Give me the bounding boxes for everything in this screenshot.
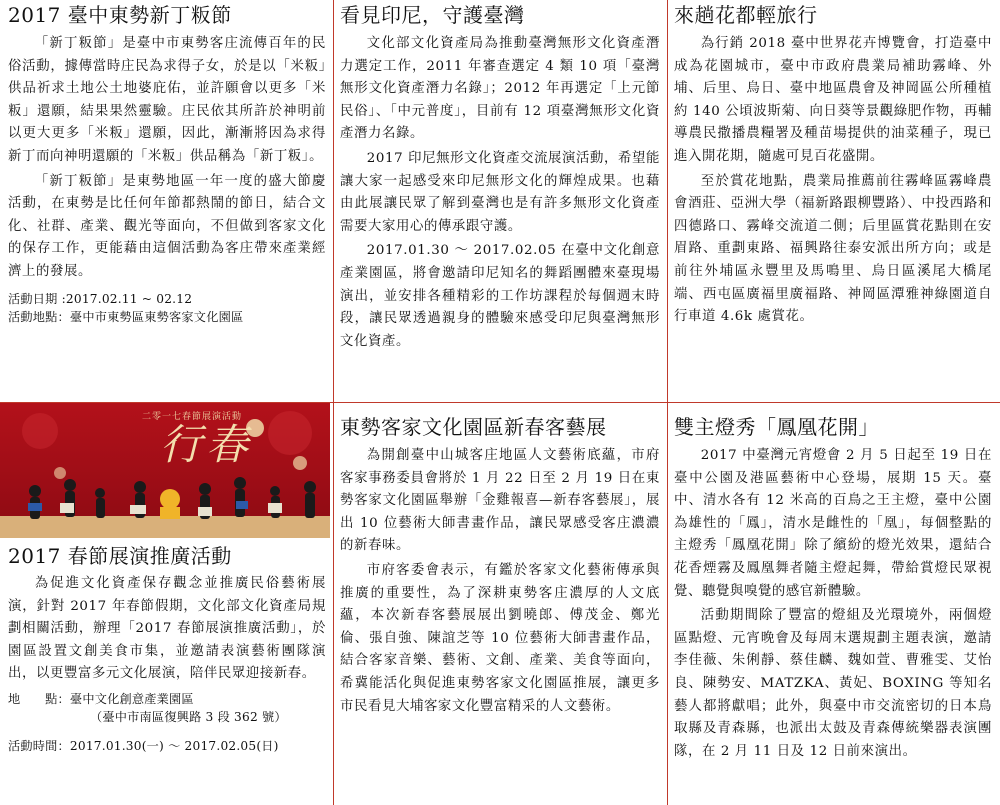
article-paragraph: 市府客委會表示，有鑑於客家文化藝術傳承與推廣的重要性，為了深耕東勢客庄濃厚的人文底蘊，本次新春客藝展展出劉曉郎、傅茂金、鄭光倫、張自強、陳誼芝等 10 位藝術大師書畫作品，結合客家音樂、藝術、文創、產業、美食等面向，希冀能活化與促進東勢客家文化園區推展，讓更多市民看見大埔客家文化豐富精采的人文藝術。 — [340, 562, 660, 714]
article-paragraph: 至於賞花地點，農業局推薦前往霧峰區霧峰農會酒莊、亞洲大學（福新路跟柳豐路）、中投西路和四德路口、霧峰交流道二側；后里區賞花點則在安眉路、重劃東路、福興路往泰安派出所方向；或是前往外埔區永豐里及馬鳴里、烏日區溪尾大橋尾端、西屯區廣福里廣福路、神岡區潭雅神綠園道自行車道 4.6k 處賞花。 — [674, 173, 992, 325]
banner-subtitle: 二零一七春節展演活動 — [142, 412, 243, 422]
article-hakka-art-show — [340, 412, 660, 802]
banner-title: 行春 — [160, 420, 253, 469]
spring-article-body — [8, 541, 326, 755]
article-title: 雙主燈秀「鳳凰花開」 — [674, 415, 879, 439]
article-paragraph: 2017.01.30 ～ 2017.02.05 在臺中文化創意產業園區，將會邀請印尼知名的舞蹈團體來臺現場演出，並安排各種精彩的工作坊課程於每個週末時段，讓民眾透過親身的體驗來感受印尼與臺灣無形文化資產。 — [340, 243, 660, 349]
event-address-line — [8, 708, 326, 727]
article-dongshi-festival — [8, 0, 326, 400]
spring-banner-image — [0, 403, 330, 538]
event-place: 活動地點：臺中市東勢區東勢客家文化園區 — [8, 310, 244, 325]
event-address: （臺中市南區復興路 3 段 362 號） — [90, 710, 287, 725]
article-paragraph: 「新丁粄節」是臺中市東勢客庄流傳百年的民俗活動，據傳當時庄民為求得子女，於是以「米粄」供品祈求土地公土地婆庇佑，並許願會以更多「米粄」還願，結果果然靈驗。庄民依其所許於神明前以更大更多「米粄」還願，因此，漸漸將因為求得新丁而向神明還願的「米粄」供品稱為「新丁粄」。 — [8, 36, 326, 164]
event-place: 地 點：臺中文化創意產業園區 — [8, 691, 194, 706]
article-paragraph: 2017 印尼無形文化資產交流展演活動，希望能讓大家一起感受來印尼無形文化的輝煌成果。也藉由此展讓民眾了解到臺灣也是有許多無形文化資產需要大家用心的傳承跟守護。 — [340, 150, 660, 234]
article-title: 來趟花都輕旅行 — [674, 3, 818, 27]
article-flower-travel — [674, 0, 992, 400]
article-paragraph: 「新丁粄節」是東勢地區一年一度的盛大節慶活動，在東勢是比任何年節都熱鬧的節日，結合文化、社群、產業、觀光等面向，不但做到客家文化的保存工作，更能藉由這個活動為客庄帶來產業經濟上的發展。 — [8, 173, 326, 279]
article-paragraph: 為促進文化資產保存觀念並推廣民俗藝術展演，針對 2017 年春節假期，文化部文化資產局規劃相關活動，辦理「2017 春節展演推廣活動」，於園區設置文創美食市集，並邀請表演藝術團隊演出，以更豐富多元文化展演，陪伴民眾迎接新春。 — [8, 576, 326, 682]
article-spring-festival — [0, 403, 333, 805]
article-title: 2017 春節展演推廣活動 — [8, 544, 232, 568]
article-paragraph: 文化部文化資產局為推動臺灣無形文化資產潛力選定工作，2011 年審查選定 4 類 10 項「臺灣無形文化資產潛力名錄」；2012 年再選定「上元節民俗」、「中元普度」，目前有 12 項臺灣無形文化資產潛力名錄。 — [340, 36, 660, 142]
event-time: 活動時間：2017.01.30(一) ～ 2017.02.05(日) — [8, 738, 279, 753]
article-paragraph: 活動期間除了豐富的燈組及光環境外，兩個燈區點燈、元宵晚會及每周末選規劃主題表演，邀請李佳薇、朱俐靜、蔡佳麟、魏如萱、曹雅雯、艾怡良、陳勢安、MATZKA、黃妃、BOXING 等知名藝人都將獻唱；此外，與臺中市交流密切的日本鳥取縣及青森縣，也派出太鼓及青森傳統樂器表演團隊，在 2 月 11 日及 12 日前來演出。 — [674, 608, 992, 759]
article-title: 2017 臺中東勢新丁粄節 — [8, 3, 232, 27]
article-title: 東勢客家文化園區新春客藝展 — [340, 415, 607, 439]
event-date: 活動日期 :2017.02.11 ~ 02.12 — [8, 291, 193, 306]
article-lantern-show — [674, 412, 992, 802]
article-indonesia-heritage — [340, 0, 660, 400]
article-title: 看見印尼，守護臺灣 — [340, 3, 525, 27]
article-paragraph: 為行銷 2018 臺中世界花卉博覽會，打造臺中成為花園城市，臺中市政府農業局補助霧峰、外埔、后里、烏日、臺中地區農會及神岡區公所種植約 140 公頃波斯菊、向日葵等景觀綠肥作物，再輔導農民撒播農糧署及種苗場提供的油菜種子，現已進入開花期，隨處可見百花盛開。 — [674, 36, 992, 164]
article-paragraph: 2017 中臺灣元宵燈會 2 月 5 日起至 19 日在臺中公園及港區藝術中心登場，展期 15 天。臺中、清水各有 12 米高的百鳥之王主燈，臺中公園為雄性的「鳳」，清水是雌性的「凰」，每個整點的主燈秀「鳳凰花開」除了繽紛的燈光效果，還結合花香煙霧及鳳凰舞者隨主燈起舞，帶給賞燈民眾視覺、聽覺與嗅覺的感官新體驗。 — [674, 448, 992, 599]
article-paragraph: 為開創臺中山城客庄地區人文藝術底蘊，市府客家事務委員會將於 1 月 22 日至 2 月 19 日在東勢客家文化園區舉辦「金雞報喜—新春客藝展」，展出 10 位藝術大師書畫作品，讓民眾感受客庄濃濃的新春味。 — [340, 448, 660, 554]
